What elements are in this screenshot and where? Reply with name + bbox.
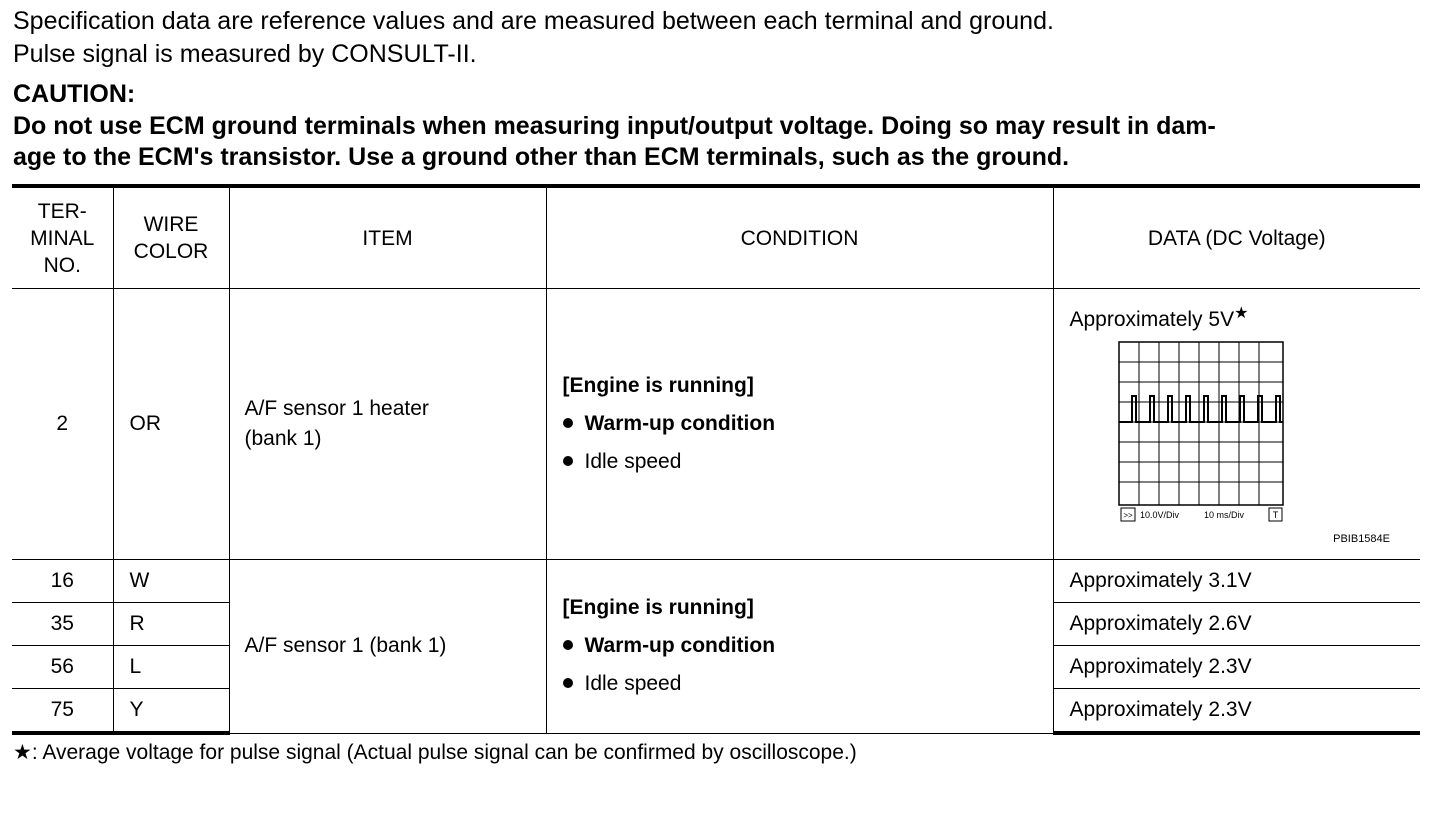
condition-cell: [546, 289, 1053, 560]
bullet-icon: [563, 640, 573, 650]
condition-bullet: [563, 405, 1053, 443]
condition-cell: [546, 560, 1053, 734]
wire-color-cell: Y: [113, 689, 229, 734]
header-wire-line2: COLOR: [133, 240, 209, 263]
footnote-text: : Average voltage for pulse signal (Actual pulse signal can be confirmed by oscilloscope.): [31, 741, 857, 764]
item-line2: (bank 1): [244, 427, 322, 450]
scope-volt-div: 10.0V/Div: [1139, 510, 1179, 520]
data-cell: Approximately 2.3V: [1053, 646, 1420, 689]
caution-label: CAUTION:: [13, 80, 136, 108]
terminal-cell: 56: [12, 646, 113, 689]
condition-bullet-text: Idle speed: [584, 450, 682, 473]
star-icon: ★: [13, 741, 32, 764]
header-terminal-line2: MINAL: [30, 226, 95, 250]
header-terminal-line3: NO.: [43, 253, 81, 277]
header-data: DATA (DC Voltage): [1053, 186, 1420, 289]
condition-bullet-text: Idle speed: [584, 672, 682, 696]
item-cell: A/F sensor 1 (bank 1): [229, 560, 546, 734]
terminal-cell: 75: [12, 689, 113, 734]
scope-right-tag: T: [1272, 510, 1278, 520]
wire-color-cell: OR: [113, 289, 229, 560]
table-row: [12, 560, 1420, 603]
data-cell: Approximately 3.1V: [1053, 560, 1420, 603]
item-cell: [229, 289, 546, 560]
terminal-cell: 2: [12, 289, 113, 560]
footnote: [13, 740, 857, 765]
data-value: [1070, 303, 1249, 332]
caution-text-line1: Do not use ECM ground terminals when measuring input/output voltage. Doing so may result in dam-: [13, 112, 1216, 140]
condition-title: [Engine is running]: [562, 374, 754, 397]
condition-title: [Engine is running]: [562, 596, 754, 620]
data-value-text: Approximately 5V: [1069, 308, 1235, 331]
figure-code: PBIB1584E: [1333, 533, 1390, 545]
scope-left-tag: >>: [1122, 511, 1133, 520]
header-terminal-line1: TER-: [37, 199, 87, 223]
header-wire-color: [113, 186, 229, 289]
data-cell: Approximately 2.6V: [1053, 603, 1420, 646]
terminal-cell: 35: [12, 603, 113, 646]
condition-bullet: [563, 665, 1053, 703]
data-cell: [1053, 289, 1420, 560]
terminal-cell: 16: [12, 560, 113, 603]
condition-bullet: [563, 627, 1053, 665]
header-terminal-no: [12, 186, 113, 289]
consult-note-line: Pulse signal is measured by CONSULT-II.: [13, 40, 477, 68]
table-header-row: [12, 186, 1420, 289]
bullet-icon: [563, 456, 573, 466]
item-line1: A/F sensor 1 heater: [244, 397, 429, 420]
bullet-icon: [563, 678, 573, 688]
scope-time-div: 10 ms/Div: [1203, 510, 1244, 520]
wire-color-cell: R: [113, 603, 229, 646]
table-row: [12, 289, 1420, 560]
condition-bullet-text: Warm-up condition: [584, 634, 776, 658]
terminal-spec-table: [12, 184, 1420, 735]
caution-text-line2: age to the ECM's transistor. Use a ground other than ECM terminals, such as the ground.: [13, 143, 1070, 171]
star-mark: ★: [1234, 305, 1249, 322]
condition-bullet-text: Warm-up condition: [584, 412, 776, 435]
wire-color-cell: W: [113, 560, 229, 603]
data-cell: Approximately 2.3V: [1053, 689, 1420, 734]
condition-bullet: [563, 443, 1053, 481]
oscilloscope-waveform: [1118, 341, 1284, 523]
spec-intro-line: Specification data are reference values and are measured between each terminal and ground.: [13, 7, 1054, 35]
wire-color-cell: L: [113, 646, 229, 689]
scope-frame: [1119, 342, 1283, 505]
header-wire-line1: WIRE: [143, 213, 199, 236]
header-condition: CONDITION: [546, 186, 1053, 289]
header-item: ITEM: [229, 186, 546, 289]
bullet-icon: [563, 418, 573, 428]
